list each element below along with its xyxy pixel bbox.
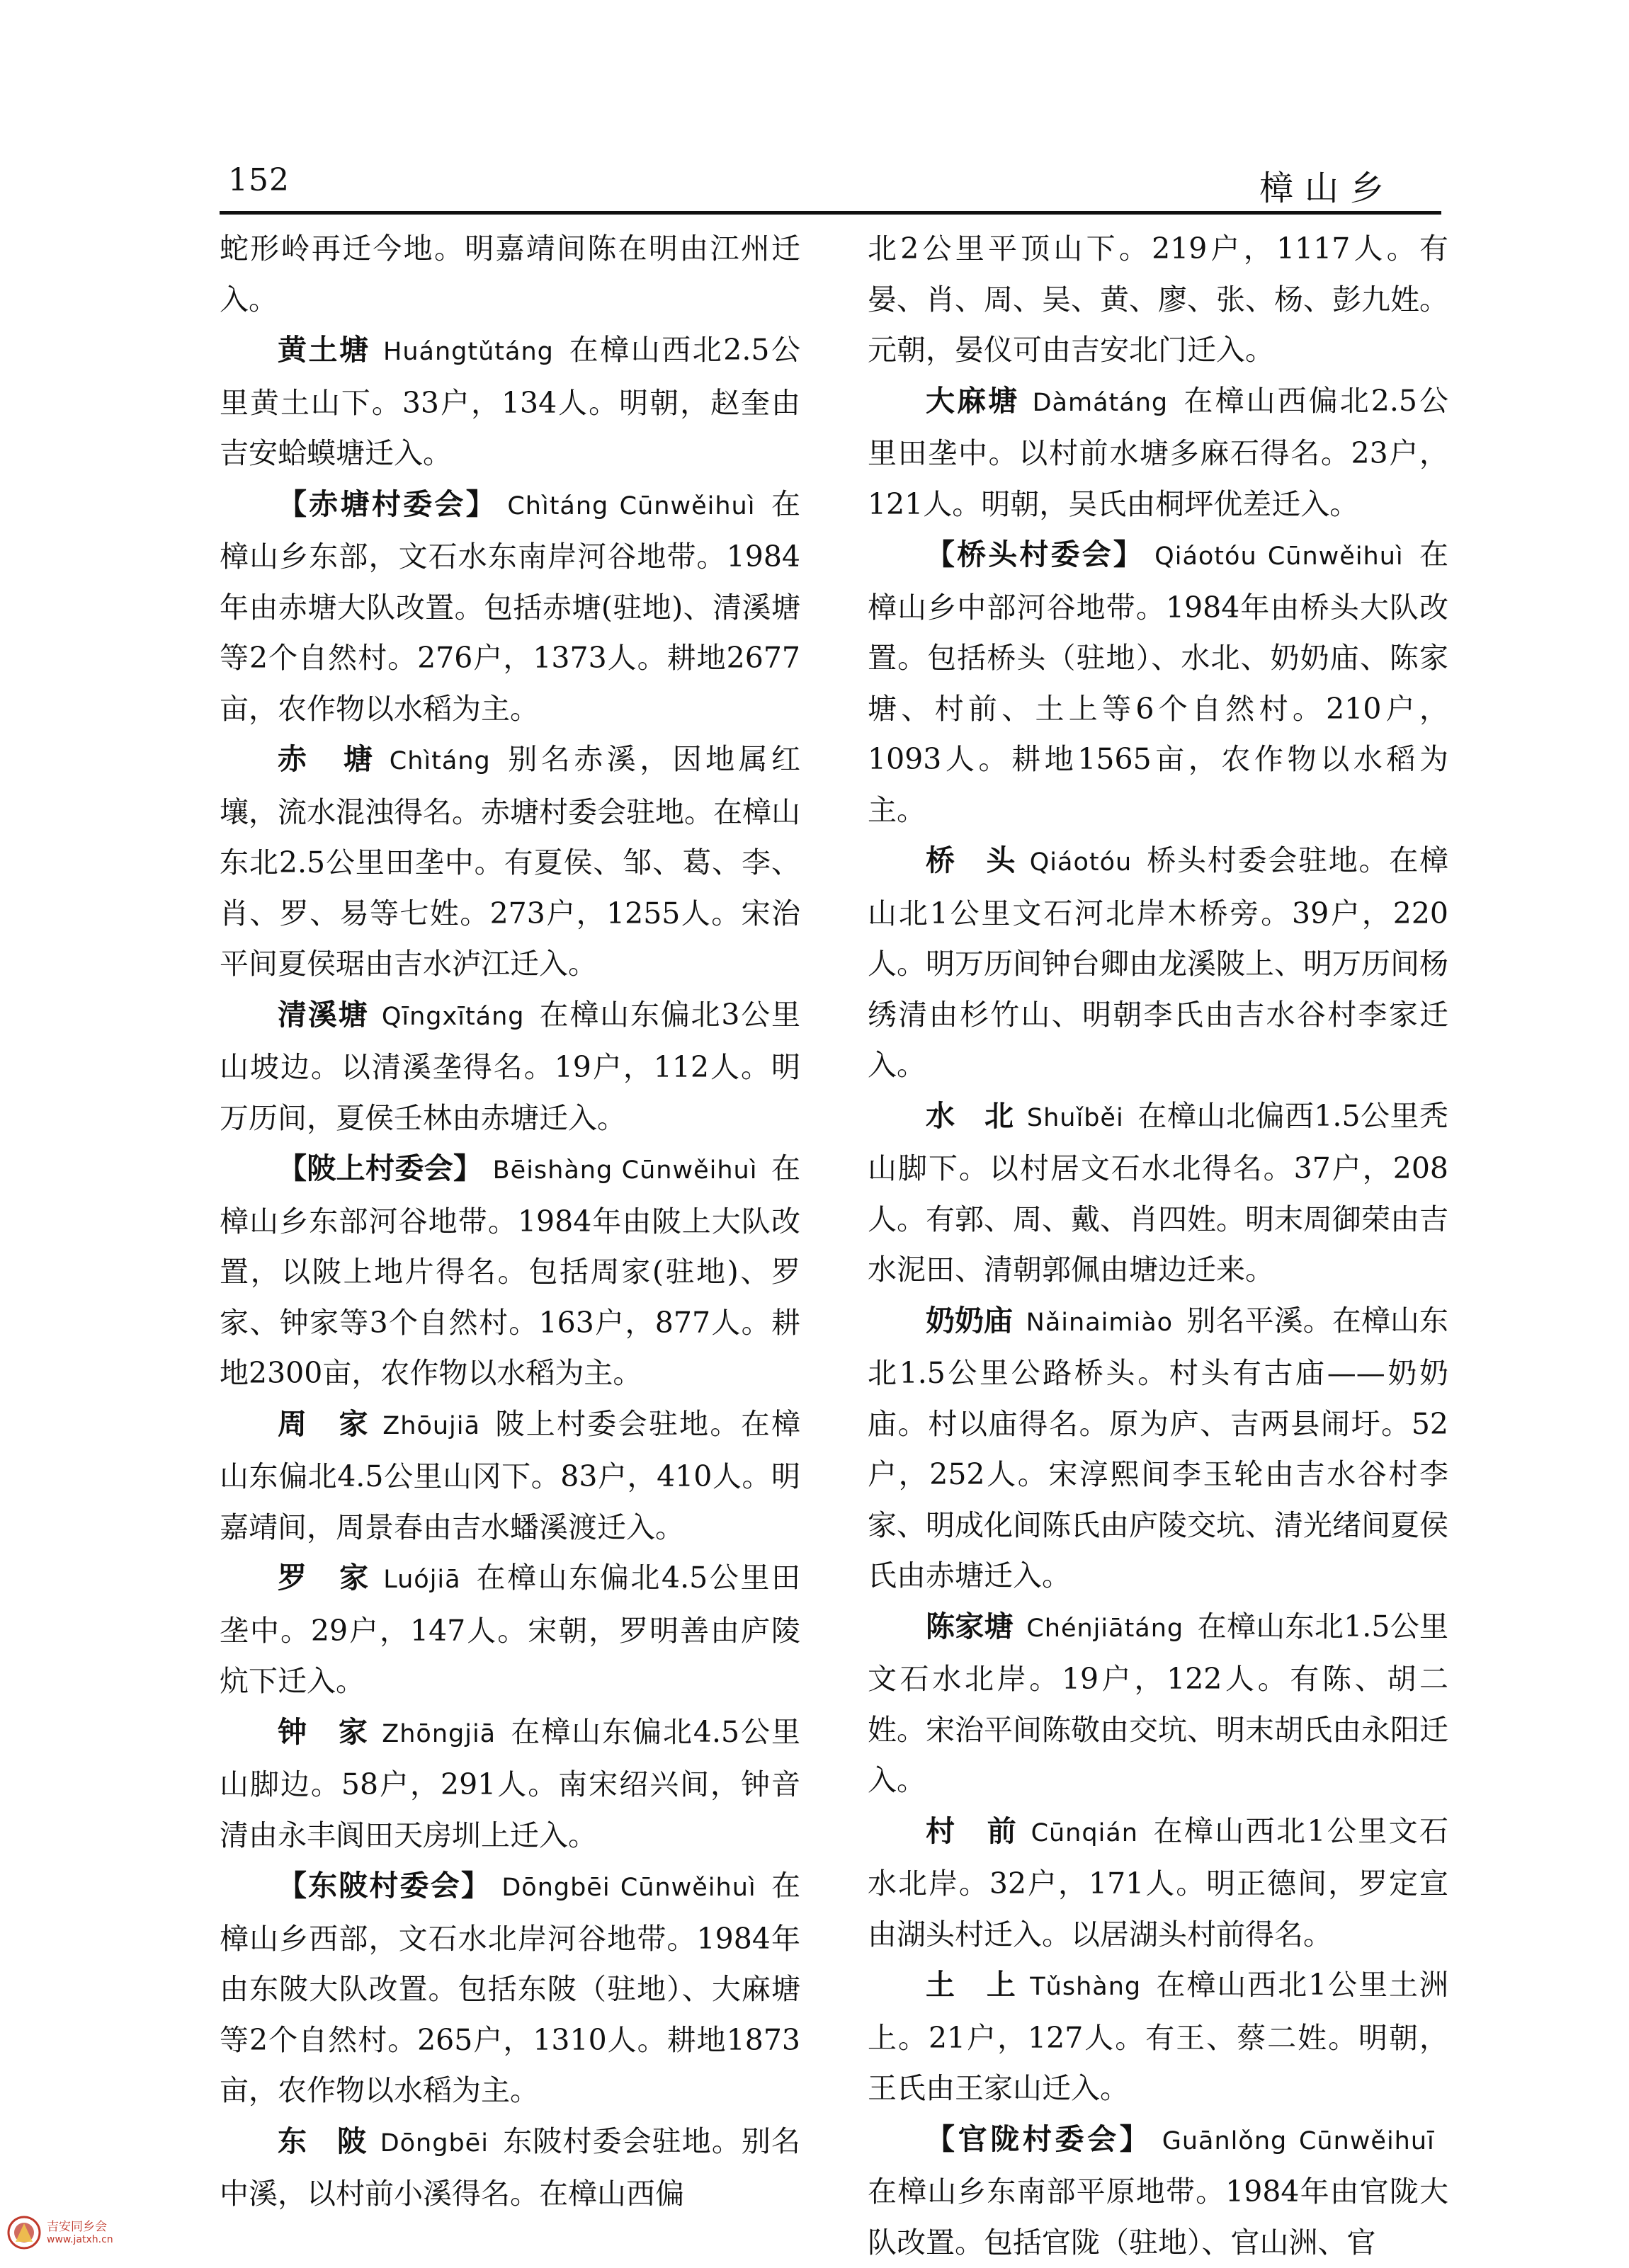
pinyin: Tǔshàng bbox=[1030, 1973, 1141, 2001]
left-column bbox=[220, 224, 800, 2220]
watermark-emblem-icon bbox=[6, 2215, 42, 2250]
committee-entry bbox=[868, 2114, 1448, 2268]
place-entry bbox=[220, 1553, 800, 1707]
place-name: 奶奶庙 bbox=[926, 1304, 1013, 1338]
place-name: 水 北 bbox=[926, 1099, 1014, 1133]
committee-entry bbox=[220, 1144, 800, 1399]
committee-entry bbox=[220, 1861, 800, 2116]
pinyin: Zhōujiā bbox=[382, 1412, 480, 1440]
place-name: 土 上 bbox=[926, 1968, 1017, 2002]
pinyin: Huángtǔtáng bbox=[383, 338, 554, 366]
pinyin: Dōngbēi Cūnwěihuì bbox=[501, 1874, 756, 1902]
place-name: 清溪塘 bbox=[278, 998, 368, 1032]
pinyin: Chénjiātáng bbox=[1026, 1614, 1184, 1643]
entry-text: 桥头村委会驻地。在樟山北1公里文石河北岸木桥旁。39户，220人。明万历间钟台卿由龙溪陂上、明万历间杨绣清由杉竹山、明朝李氏由吉水谷村李家迁入。 bbox=[868, 843, 1448, 1082]
pinyin: Bēishàng Cūnwěihuì bbox=[493, 1156, 758, 1185]
committee-name: 【官陇村委会】 bbox=[926, 2122, 1152, 2156]
pinyin: Zhōngjiā bbox=[382, 1720, 496, 1748]
entry-text: 在樟山北偏西1.5公里秃山脚下。以村居文石水北得名。37户，208人。有郭、周、戴、肖四姓。明末周御荣由吉水泥田、清朝郭佩由塘边迁来。 bbox=[868, 1099, 1448, 1287]
pinyin: Guānlǒng Cūnwěihuī bbox=[1162, 2127, 1435, 2155]
page-header bbox=[227, 152, 1395, 209]
place-name: 村 前 bbox=[926, 1814, 1018, 1848]
continued-text bbox=[868, 224, 1448, 376]
place-entry bbox=[868, 1806, 1448, 1961]
entry-text: 在樟山东北1.5公里文石水北岸。19户，122人。有陈、胡二姓。宋治平间陈敬由交坑、明末胡氏由永阳迁入。 bbox=[868, 1609, 1448, 1798]
pinyin: Luójiā bbox=[383, 1566, 460, 1594]
place-entry bbox=[868, 376, 1448, 530]
watermark-text: 吉安同乡会 bbox=[47, 2216, 107, 2234]
entry-text: 在樟山东偏北3公里山坡边。以清溪垄得名。19户，112人。明万历间，夏侯壬林由赤塘迁入。 bbox=[220, 998, 800, 1135]
pinyin: Dōngbēi bbox=[380, 2129, 489, 2158]
place-name: 陈家塘 bbox=[926, 1609, 1014, 1643]
place-entry bbox=[220, 325, 800, 479]
place-entry bbox=[868, 1296, 1448, 1602]
running-title: 樟山乡 bbox=[1259, 161, 1395, 210]
entry-text: 在樟山东偏北4.5公里田垄中。29户，147人。宋朝，罗明善由庐陵炕下迁入。 bbox=[220, 1561, 800, 1698]
committee-entry bbox=[220, 479, 800, 735]
entry-text: 在樟山乡东南部平原地带。1984年由官陇大队改置。包括官陇（驻地）、官山洲、官 bbox=[868, 2175, 1448, 2260]
place-entry bbox=[220, 990, 800, 1144]
committee-name: 【陂上村委会】 bbox=[278, 1151, 482, 1185]
entry-text: 蛇形岭再迁今地。明嘉靖间陈在明由江州迁入。 bbox=[220, 232, 800, 317]
entry-text: 在樟山乡中部河谷地带。1984年由桥头大队改置。包括桥头（驻地）、水北、奶奶庙、陈家塘、村前、土上等6个自然村。210户，1093人。耕地1565亩，农作物以水稻为主。 bbox=[868, 537, 1448, 827]
watermark bbox=[6, 2215, 190, 2250]
entry-text: 在樟山乡东部，文石水东南岸河谷地带。1984年由赤塘大队改置。包括赤塘(驻地)、清溪塘等2个自然村。276户，1373人。耕地2677亩，农作物以水稻为主。 bbox=[220, 487, 800, 726]
pinyin: Qiáotóu Cūnwěihuì bbox=[1154, 542, 1403, 571]
header-rule bbox=[220, 211, 1441, 215]
entry-text: 在樟山西北2.5公里黄土山下。33户，134人。明朝，赵奎由吉安蛤蟆塘迁入。 bbox=[220, 333, 800, 470]
place-entry bbox=[220, 1399, 800, 1554]
place-name: 东 陂 bbox=[278, 2124, 367, 2158]
entry-text: 在樟山乡东部河谷地带。1984年由陂上大队改置，以陂上地片得名。包括周家(驻地)、罗家、钟家等3个自然村。163户，877人。耕地2300亩，农作物以水稻为主。 bbox=[220, 1151, 800, 1390]
committee-entry bbox=[868, 530, 1448, 836]
pinyin: Nǎinaimiào bbox=[1026, 1309, 1173, 1337]
pinyin: Dàmátáng bbox=[1033, 389, 1169, 417]
right-column bbox=[868, 224, 1448, 2268]
pinyin: Chìtáng Cūnwěihuì bbox=[507, 492, 755, 520]
place-name: 赤 塘 bbox=[278, 742, 376, 776]
page-number: 152 bbox=[228, 162, 290, 198]
entry-text: 在樟山西偏北2.5公里田垄中。以村前水塘多麻石得名。23户，121人。明朝，吴氏由桐坪优差迁入。 bbox=[868, 384, 1448, 521]
committee-name: 【桥头村委会】 bbox=[926, 537, 1145, 571]
place-entry bbox=[868, 1602, 1448, 1806]
place-entry bbox=[868, 1091, 1448, 1296]
place-name: 钟 家 bbox=[278, 1715, 369, 1749]
entry-text: 在樟山西北1公里土洲上。21户，127人。有王、蔡二姓。明朝，王氏由王家山迁入。 bbox=[868, 1968, 1448, 2105]
entry-text: 陂上村委会驻地。在樟山东偏北4.5公里山冈下。83户，410人。明嘉靖间，周景春由吉水蟠溪渡迁入。 bbox=[220, 1407, 800, 1544]
watermark-url: www.jatxh.cn bbox=[47, 2234, 113, 2245]
entry-text: 别名赤溪，因地属红壤，流水混浊得名。赤塘村委会驻地。在樟山东北2.5公里田垄中。有夏侯、邹、葛、李、肖、罗、易等七姓。273户，1255人。宋治平间夏侯琚由吉水泸江迁入。 bbox=[220, 742, 800, 981]
place-name: 大麻塘 bbox=[926, 384, 1019, 418]
entry-text: 在樟山乡西部，文石水北岸河谷地带。1984年由东陂大队改置。包括东陂（驻地）、大麻塘等2个自然村。265户，1310人。耕地1873亩，农作物以水稻为主。 bbox=[220, 1869, 800, 2107]
pinyin: Cūnqián bbox=[1031, 1819, 1138, 1847]
pinyin: Qīngxītáng bbox=[382, 1003, 525, 1031]
place-name: 黄土塘 bbox=[278, 333, 370, 367]
pinyin: Qiáotóu bbox=[1030, 848, 1132, 877]
place-entry bbox=[220, 2116, 800, 2220]
committee-name: 【东陂村委会】 bbox=[278, 1869, 492, 1903]
committee-name: 【赤塘村委会】 bbox=[278, 487, 497, 521]
entry-text: 别名平溪。在樟山东北1.5公里公路桥头。村头有古庙——奶奶庙。村以庙得名。原为庐、吉两县闹圩。52户，252人。宋淳熙间李玉轮由吉水谷村李家、明成化间陈氏由庐陵交坑、清光绪间夏侯氏由赤塘迁入。 bbox=[868, 1304, 1448, 1593]
continued-text bbox=[220, 224, 800, 325]
place-name: 桥 头 bbox=[926, 843, 1016, 877]
place-entry bbox=[220, 734, 800, 990]
place-name: 周 家 bbox=[278, 1407, 370, 1441]
entry-text: 东陂村委会驻地。别名中溪，以村前小溪得名。在樟山西偏 bbox=[220, 2124, 800, 2211]
entry-text: 北2公里平顶山下。219户，1117人。有晏、肖、周、吴、黄、廖、张、杨、彭九姓。元朝，晏仪可由吉安北门迁入。 bbox=[868, 232, 1448, 367]
place-entry bbox=[220, 1707, 800, 1862]
pinyin: Shuǐběi bbox=[1027, 1104, 1124, 1132]
place-entry bbox=[868, 836, 1448, 1091]
entry-text: 在樟山东偏北4.5公里山脚边。58户，291人。南宋绍兴间，钟音清由永丰阆田天房圳上迁入。 bbox=[220, 1715, 800, 1852]
entry-text: 在樟山西北1公里文石水北岸。32户，171人。明正德间，罗定宣由湖头村迁入。以居湖头村前得名。 bbox=[868, 1814, 1448, 1951]
place-entry bbox=[868, 1960, 1448, 2114]
place-name: 罗 家 bbox=[278, 1561, 370, 1595]
pinyin: Chìtáng bbox=[390, 747, 491, 775]
